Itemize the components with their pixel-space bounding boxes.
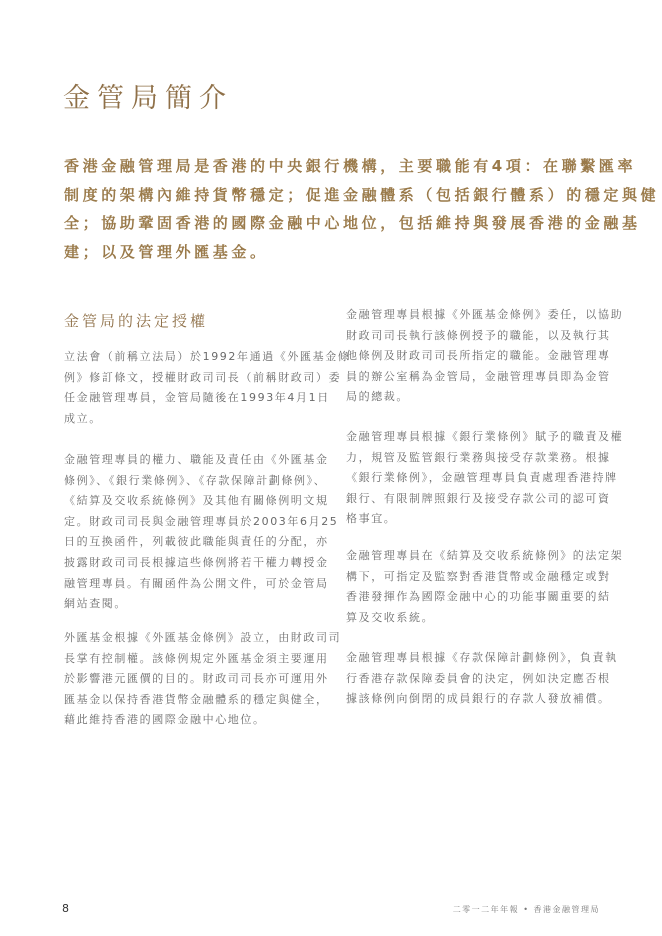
paragraph-line: 金融管理專員根據《銀行業條例》賦予的職責及權 bbox=[346, 430, 624, 443]
body-paragraph bbox=[64, 347, 350, 429]
body-paragraph bbox=[346, 427, 623, 530]
intro-paragraph bbox=[64, 152, 660, 266]
body-paragraph bbox=[64, 628, 341, 731]
intro-line: 建；以及管理外匯基金。 bbox=[64, 242, 269, 261]
body-paragraph bbox=[64, 450, 338, 615]
paragraph-line: 財政司司長執行該條例授予的職能，以及執行其 bbox=[346, 328, 611, 342]
body-paragraph bbox=[346, 648, 618, 710]
paragraph-line: 銀行、有限制牌照銀行及接受存款公司的認可資 bbox=[346, 491, 611, 505]
paragraph-line: 算及交收系統。 bbox=[346, 610, 435, 624]
paragraph-line: 藉此維持香港的國際金融中心地位。 bbox=[64, 713, 266, 727]
footer-publication: 二零一二年年報 • 香港金融管理局 bbox=[452, 905, 600, 914]
body-paragraph bbox=[346, 546, 623, 628]
paragraph-line: 金融管理專員根據《存款保障計劃條例》，負責執 bbox=[346, 651, 618, 664]
section-heading: 金管局的法定授權 bbox=[64, 312, 209, 330]
page-number: 8 bbox=[62, 902, 69, 915]
paragraph-line: 定。財政司司長與金融管理專員於2003年6月25 bbox=[64, 514, 339, 528]
paragraph-line: 力，規管及監管銀行業務與接受存款業務。根據 bbox=[346, 450, 611, 464]
paragraph-line: 員的辦公室稱為金管局，金融管理專員即為金管 bbox=[346, 369, 611, 383]
intro-line: 全；協助鞏固香港的國際金融中心地位，包括維持與發展香港的金融基 bbox=[64, 214, 641, 232]
paragraph-line: 外匯基金根據《外匯基金條例》設立，由財政司司 bbox=[64, 631, 342, 644]
paragraph-line: 行香港存款保障委員會的決定，例如決定應否根 bbox=[346, 671, 611, 685]
paragraph-line: 披露財政司司長根據這些條例將若干權力轉授金 bbox=[64, 555, 329, 569]
paragraph-line: 例》修訂條文，授權財政司司長（前稱財政司）委 bbox=[64, 370, 342, 384]
paragraph-line: 香港發揮作為國際金融中心的功能事關重要的結 bbox=[346, 590, 611, 604]
paragraph-line: 局的總裁。 bbox=[346, 390, 409, 404]
paragraph-line: 《結算及交收系統條例》及其他有關條例明文規 bbox=[64, 494, 329, 508]
paragraph-line: 構下，可指定及監察對香港貨幣或金融穩定或對 bbox=[346, 569, 611, 583]
paragraph-line: 網站查閱。 bbox=[64, 597, 127, 611]
paragraph-line: 他條例及財政司司長所指定的職能。金融管理專 bbox=[346, 349, 611, 363]
paragraph-line: 匯基金以保持香港貨幣金融體系的穩定與健全， bbox=[64, 692, 329, 706]
intro-line: 制度的架構內維持貨幣穩定；促進金融體系（包括銀行體系）的穩定與健 bbox=[64, 185, 660, 204]
paragraph-line: 金融管理專員的權力、職能及責任由《外匯基金 bbox=[64, 453, 329, 466]
paragraph-line: 日的互換函件，列載彼此職能與責任的分配，亦 bbox=[64, 535, 329, 549]
paragraph-line: 融管理專員。有關函件為公開文件，可於金管局 bbox=[64, 576, 329, 590]
paragraph-line: 長掌有控制權。該條例規定外匯基金須主要運用 bbox=[64, 651, 329, 665]
paragraph-line: 金融管理專員在《結算及交收系統條例》的法定架 bbox=[346, 549, 624, 562]
intro-line: 香港金融管理局是香港的中央銀行機構，主要職能有4項：在聯繫匯率 bbox=[64, 157, 637, 175]
paragraph-line: 格事宜。 bbox=[346, 512, 397, 526]
paragraph-line: 據該條例向倒閉的成員銀行的存款人發放補償。 bbox=[346, 692, 611, 706]
paragraph-line: 金融管理專員根據《外匯基金條例》委任，以協助 bbox=[346, 308, 624, 321]
body-paragraph bbox=[346, 305, 623, 408]
paragraph-line: 條例》、《銀行業條例》、《存款保障計劃條例》、 bbox=[64, 473, 327, 487]
paragraph-line: 於影響港元匯價的目的。財政司司長亦可運用外 bbox=[64, 672, 329, 686]
page-title: 金管局簡介 bbox=[63, 83, 233, 115]
paragraph-line: 成立。 bbox=[64, 411, 102, 425]
paragraph-line: 《銀行業條例》，金融管理專員負責處理香港持牌 bbox=[346, 471, 618, 485]
paragraph-line: 任金融管理專員，金管局隨後在1993年4月1日 bbox=[64, 391, 330, 405]
paragraph-line: 立法會（前稱立法局）於1992年通過《外匯基金條 bbox=[64, 350, 351, 363]
